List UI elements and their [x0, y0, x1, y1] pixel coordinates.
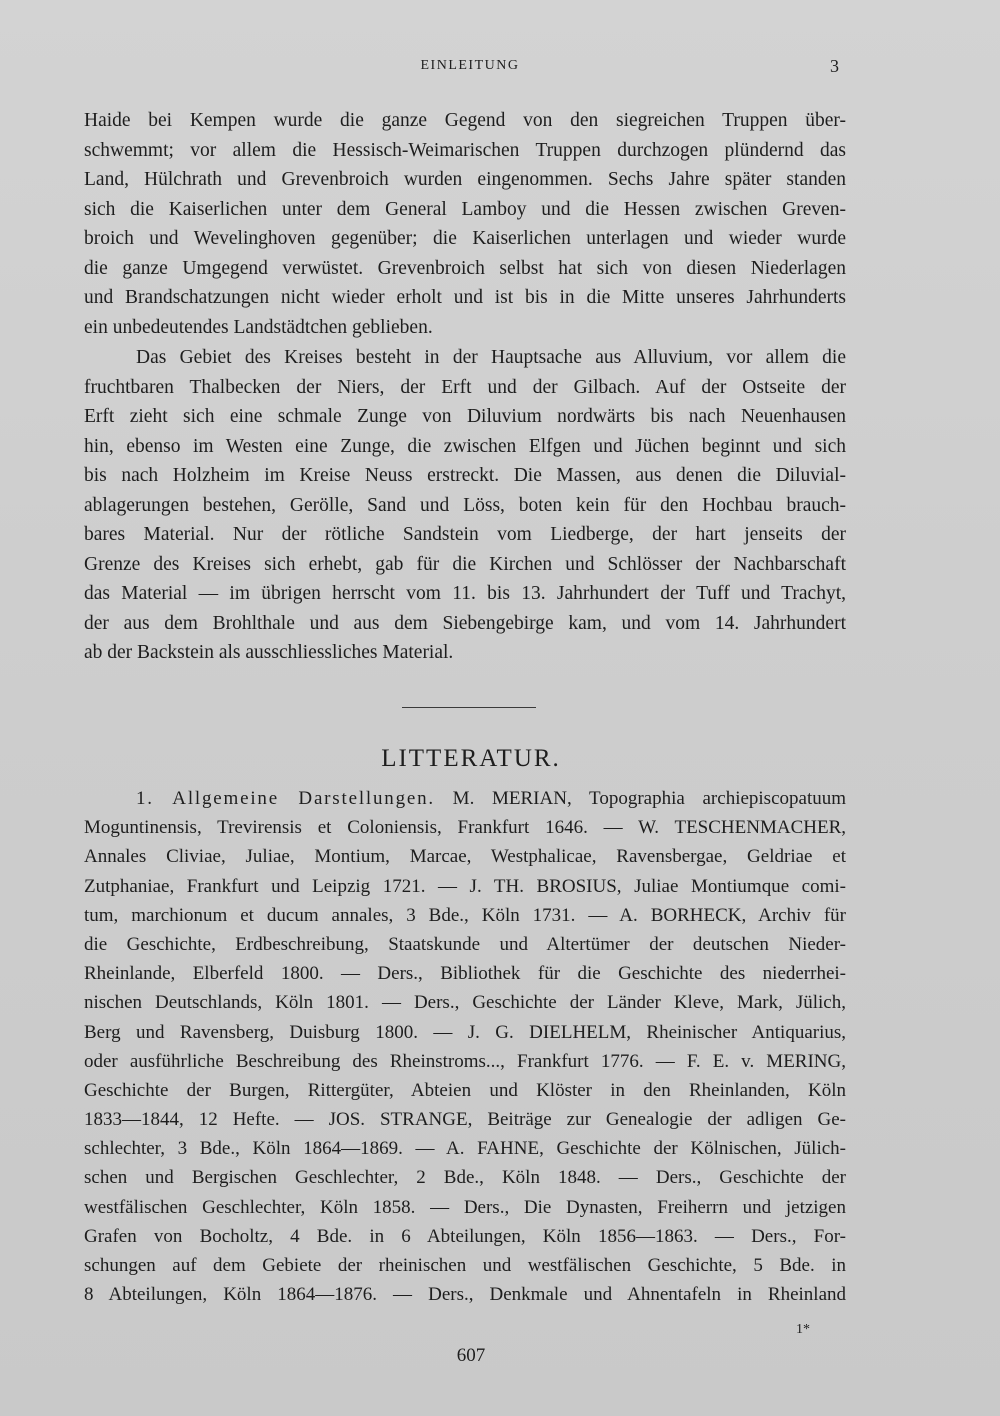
text-line: westfälischen Geschlechter, Köln 1858. — Ders., Die Dynasten, Freiherrn und jetzigen	[84, 1196, 846, 1218]
signature-mark: 1*	[796, 1322, 810, 1337]
text-line: nischen Deutschlands, Köln 1801. — Ders., Geschichte der Länder Kleve, Mark, Jülich,	[84, 992, 846, 1014]
text-line: die ganze Umgegend verwüstet. Grevenbroich selbst hat sich von diesen Niederlagen	[84, 257, 846, 279]
text-line: ab der Backstein als ausschliessliches Material.	[84, 642, 454, 663]
section-divider	[402, 707, 536, 708]
text-line: tum, marchionum et ducum annales, 3 Bde., Köln 1731. — A. BORHECK, Archiv für	[84, 904, 846, 926]
text-line: ablagerungen bestehen, Gerölle, Sand und Löss, boten kein für den Hochbau brauch-	[84, 494, 846, 516]
text-line: ein unbedeutendes Landstädtchen geblieben.	[84, 316, 433, 338]
text-line: der aus dem Brohlthale und aus dem Siebengebirge kam, und vom 14. Jahrhundert	[84, 612, 846, 634]
running-title: EINLEITUNG	[420, 58, 520, 73]
running-head	[0, 58, 1000, 80]
page-number: 3	[830, 56, 839, 76]
text-line: Berg und Ravensberg, Duisburg 1800. — J. G. DIELHELM, Rheinischer Antiquarius,	[84, 1021, 846, 1043]
text-line: schungen auf dem Gebiete der rheinischen und westfälischen Geschichte, 5 Bde. in	[84, 1255, 846, 1276]
text-line: die Geschichte, Erdbeschreibung, Staatskunde und Altertümer der deutschen Nieder-	[84, 933, 846, 955]
text-line: Haide bei Kempen wurde die ganze Gegend von den siegreichen Truppen über-	[84, 110, 846, 131]
text-line: Rheinlande, Elberfeld 1800. — Ders., Bibliothek für die Geschichte des niederrhei-	[84, 963, 846, 985]
text-line	[84, 784, 846, 813]
text-line: Geschichte der Burgen, Rittergüter, Abteien und Klöster in den Rheinlanden, Köln	[84, 1079, 846, 1101]
literature-paragraph	[84, 784, 846, 1309]
text-line: Das Gebiet des Kreises besteht in der Hauptsache aus Alluvium, vor allem die	[136, 347, 846, 368]
text-line: Zutphaniae, Frankfurt und Leipzig 1721. — J. TH. BROSIUS, Juliae Montiumque comi-	[84, 875, 846, 897]
text-line: schen und Bergischen Geschlechter, 2 Bde., Köln 1848. — Ders., Geschichte der	[84, 1167, 846, 1189]
text-line: das Material — im übrigen herrscht vom 11. bis 13. Jahrhundert der Tuff und Trachyt,	[84, 583, 846, 604]
text-line: Grafen von Bocholtz, 4 Bde. in 6 Abteilungen, Köln 1856—1863. — Ders., For-	[84, 1225, 846, 1247]
text-line: Moguntinensis, Trevirensis et Coloniensis, Frankfurt 1646. — W. TESCHENMACHER,	[84, 817, 846, 839]
text-line: bis nach Holzheim im Kreise Neuss erstreckt. Die Massen, aus denen die Diluvial-	[84, 465, 846, 486]
text-line: schlechter, 3 Bde., Köln 1864—1869. — A. FAHNE, Geschichte der Kölnischen, Jülich-	[84, 1138, 846, 1160]
text-line: oder ausführliche Beschreibung des Rheinstroms..., Frankfurt 1776. — F. E. v. MERING,	[84, 1050, 846, 1072]
text-line: Grenze des Kreises sich erhebt, gab für die Kirchen und Schlösser der Nachbarschaft	[84, 553, 846, 575]
text-line: bares Material. Nur der rötliche Sandstein vom Liedberge, der hart jenseits der	[84, 524, 846, 545]
text-line: fruchtbaren Thalbecken der Niers, der Erft und der Gilbach. Auf der Ostseite der	[84, 376, 846, 398]
text-line: Land, Hülchrath und Grevenbroich wurden eingenommen. Sechs Jahre später standen	[84, 169, 846, 190]
text-line: hin, ebenso im Westen eine Zunge, die zwischen Elfgen und Jüchen beginnt und sich	[84, 435, 846, 457]
section-heading: LITTERATUR.	[381, 745, 561, 772]
text-line: schwemmt; vor allem die Hessisch-Weimarischen Truppen durchzogen plündernd das	[84, 139, 846, 161]
text-line: 1833—1844, 12 Hefte. — JOS. STRANGE, Beiträge zur Genealogie der adligen Ge-	[84, 1109, 846, 1131]
text-line: 8 Abteilungen, Köln 1864—1876. — Ders., Denkmale und Ahnentafeln in Rheinland	[84, 1284, 846, 1306]
text-line: broich und Wevelinghoven gegenüber; die Kaiserlichen unterlagen und wieder wurde	[84, 228, 846, 249]
paragraph-geology	[84, 343, 846, 668]
citation-text: M. MERIAN, Topographia archiepiscopatuum	[452, 788, 846, 809]
paragraph-history	[84, 106, 846, 342]
text-line: Annales Cliviae, Juliae, Montium, Marcae, Westphalicae, Ravensbergae, Geldriae et	[84, 846, 846, 868]
text-line: und Brandschatzungen nicht wieder erholt und ist bis in die Mitte unseres Jahrhunderts	[84, 287, 846, 308]
text-line: Erft zieht sich eine schmale Zunge von Diluvium nordwärts bis nach Neuenhausen	[84, 406, 846, 427]
footer-page-number: 607	[456, 1345, 486, 1366]
text-line: sich die Kaiserlichen unter dem General Lamboy und die Hessen zwischen Greven-	[84, 198, 846, 220]
subsection-label: 1. Allgemeine Darstellungen.	[136, 788, 435, 809]
